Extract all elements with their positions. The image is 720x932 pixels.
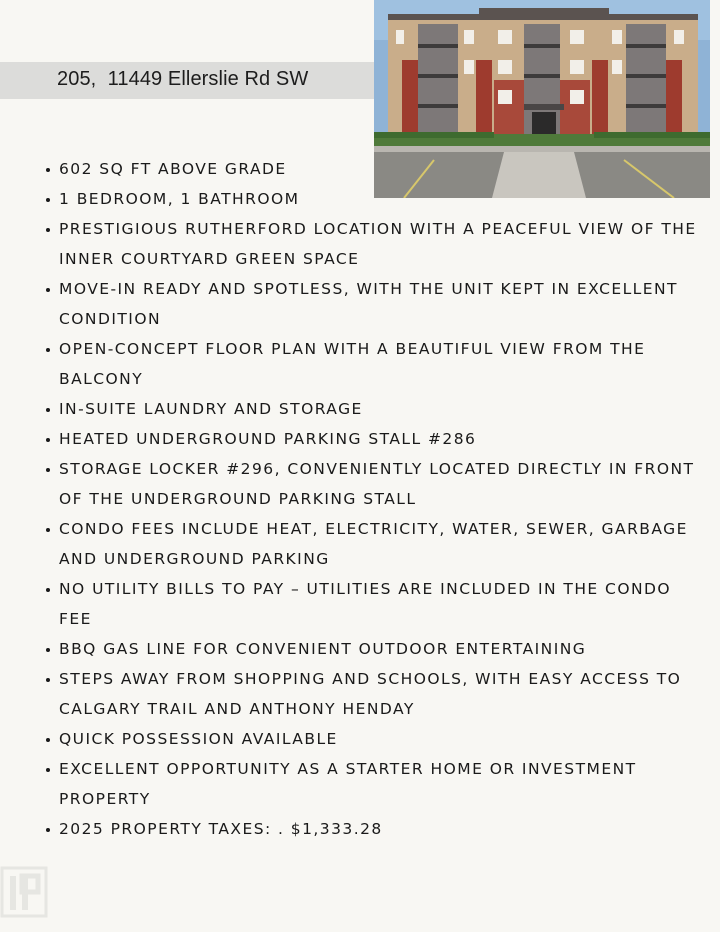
feature-item: STORAGE LOCKER #296, CONVENIENTLY LOCATED DIRECTLY IN FRONT OF THE UNDERGROUND PARKING STALL (40, 454, 700, 514)
feature-item: OPEN-CONCEPT FLOOR PLAN WITH A BEAUTIFUL VIEW FROM THE BALCONY (40, 334, 700, 394)
brokerage-logo-icon (0, 866, 48, 918)
feature-item: 2025 PROPERTY TAXES: . $1,333.28 (40, 814, 700, 844)
feature-item: IN-SUITE LAUNDRY AND STORAGE (40, 394, 700, 424)
feature-item: 602 SQ FT ABOVE GRADE (40, 154, 700, 184)
feature-item: QUICK POSSESSION AVAILABLE (40, 724, 700, 754)
feature-item: HEATED UNDERGROUND PARKING STALL #286 (40, 424, 700, 454)
feature-item: EXCELLENT OPPORTUNITY AS A STARTER HOME OR INVESTMENT PROPERTY (40, 754, 700, 814)
feature-item: 1 BEDROOM, 1 BATHROOM (40, 184, 700, 214)
feature-item: STEPS AWAY FROM SHOPPING AND SCHOOLS, WITH EASY ACCESS TO CALGARY TRAIL AND ANTHONY HENDAY (40, 664, 700, 724)
feature-item: BBQ GAS LINE FOR CONVENIENT OUTDOOR ENTERTAINING (40, 634, 700, 664)
feature-item: PRESTIGIOUS RUTHERFORD LOCATION WITH A PEACEFUL VIEW OF THE INNER COURTYARD GREEN SPACE (40, 214, 700, 274)
feature-item: NO UTILITY BILLS TO PAY – UTILITIES ARE INCLUDED IN THE CONDO FEE (40, 574, 700, 634)
listing-address: 205, 11449 Ellerslie Rd SW (57, 68, 309, 90)
feature-item: CONDO FEES INCLUDE HEAT, ELECTRICITY, WATER, SEWER, GARBAGE AND UNDERGROUND PARKING (40, 514, 700, 574)
feature-list (40, 154, 700, 844)
feature-item: MOVE-IN READY AND SPOTLESS, WITH THE UNIT KEPT IN EXCELLENT CONDITION (40, 274, 700, 334)
